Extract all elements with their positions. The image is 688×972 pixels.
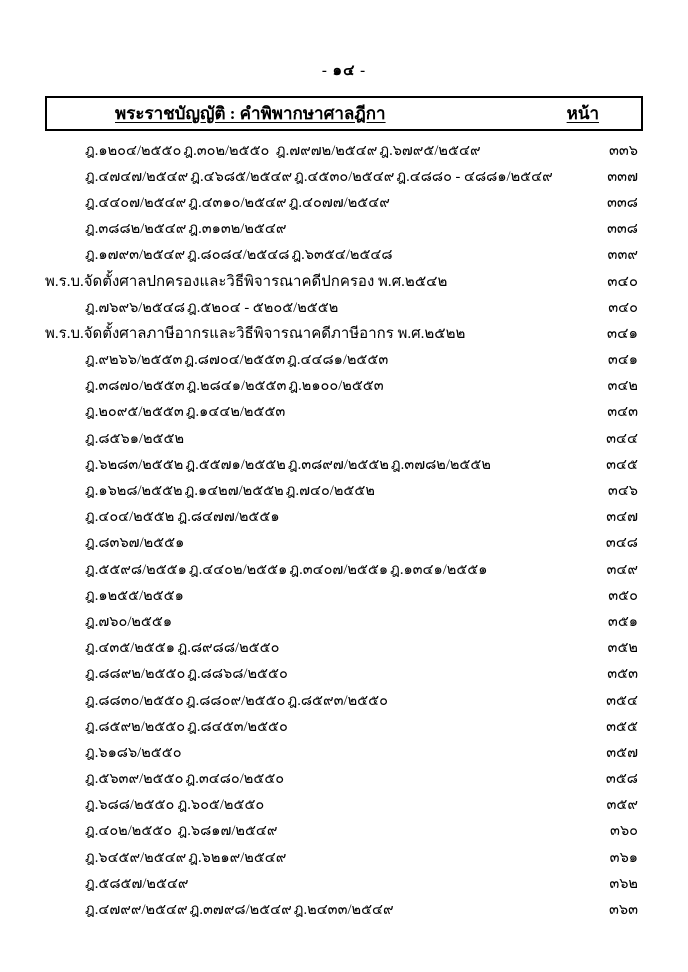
case-number: ฎ.๒๔๓๓/๒๕๔๙ — [293, 902, 394, 919]
case-number: ฎ.๑๒๕๕/๒๕๕๑ — [85, 587, 184, 604]
case-number: ฎ.๘๘๙๒/๒๕๕๐ — [85, 666, 186, 683]
page-number: ๓๕๑ — [607, 613, 638, 630]
page-number: ๓๕๗ — [606, 744, 638, 761]
table-row — [0, 661, 688, 687]
case-number: ฎ.๔๖๘๕/๒๕๔๙ — [190, 168, 293, 185]
table-row — [0, 425, 688, 451]
case-number: ฎ.๖๐๕/๒๕๕๐ — [177, 797, 265, 814]
case-number: ฎ.๕๕๙๘/๒๕๕๑ — [85, 561, 187, 578]
case-number: ฎ.๖๔๕๙/๒๕๔๙ — [85, 849, 187, 866]
table-row — [0, 844, 688, 870]
page-number: ๓๕๙ — [606, 797, 638, 814]
case-number: ฎ.๗๙๗๒/๒๕๔๙ — [275, 142, 378, 159]
case-number: ฎ.๔๔๐๒/๒๕๕๑ — [188, 561, 288, 578]
case-number: ฎ.๖๗๙๕/๒๕๔๙ — [379, 142, 481, 159]
case-number: ฎ.๔๐๔/๒๕๕๒ — [85, 509, 175, 526]
table-row — [0, 556, 688, 582]
case-number: ฎ.๕๘๕๗/๒๕๔๙ — [85, 875, 189, 892]
case-number: ฎ.๓๗๘๒/๒๕๕๒ — [390, 456, 491, 473]
case-number: ฎ.๓๗๙๘/๒๕๔๙ — [189, 902, 292, 919]
case-number: ฎ.๖๘๘/๒๕๕๐ — [85, 797, 175, 814]
table-row — [0, 163, 688, 189]
page-number: ๓๔๙ — [606, 561, 638, 578]
case-number: ฎ.๔๘๘๐ - ๔๘๘๑/๒๕๔๙ — [396, 168, 553, 185]
case-number: ฎ.๗๔๐/๒๕๕๒ — [285, 483, 375, 500]
table-row — [0, 242, 688, 268]
table-row — [0, 818, 688, 844]
table-row — [0, 870, 688, 896]
case-number: ฎ.๘๐๘๔/๒๕๔๘ — [187, 247, 290, 264]
page-number: ๓๓๖ — [608, 142, 638, 159]
page-number: ๓๔๗ — [606, 509, 638, 526]
table-row — [0, 792, 688, 818]
case-number: ฎ.๓๔๐๗/๒๕๕๑ — [289, 561, 389, 578]
case-number: ฎ.๒๐๙๕/๒๕๕๓ — [85, 404, 184, 421]
page-number: ๓๔๘ — [605, 535, 638, 552]
section-row — [0, 268, 688, 294]
table-header — [45, 96, 643, 131]
case-number: ฎ.๔๔๘๑/๒๕๕๓ — [287, 352, 389, 369]
table-row — [0, 373, 688, 399]
table-row — [0, 530, 688, 556]
page-number: ๓๓๘ — [606, 194, 638, 211]
case-number: ฎ.๘๕๖๑/๒๕๕๒ — [85, 430, 185, 447]
case-number: ฎ.๔๗๙๙/๒๕๔๙ — [85, 902, 188, 919]
case-number: ฎ.๓๔๘๐/๒๕๕๐ — [185, 771, 285, 788]
case-number: ฎ.๖๒๘๓/๒๕๕๒ — [85, 456, 184, 473]
page-number: ๓๔๕ — [606, 456, 638, 473]
case-number: ฎ.๖๓๕๔/๒๕๔๘ — [291, 247, 393, 264]
table-row — [0, 504, 688, 530]
case-number: ฎ.๗๖๐/๒๕๕๑ — [85, 613, 173, 630]
table-row — [0, 294, 688, 320]
page-number: ๓๖๐ — [610, 823, 638, 840]
case-number: ฎ.๙๒๖๖/๒๕๕๓ — [85, 352, 183, 369]
table-row — [0, 399, 688, 425]
case-number: ฎ.๖๒๑๙/๒๕๔๙ — [188, 849, 287, 866]
case-number: ฎ.๘๕๙๒/๒๕๕๐ — [85, 718, 186, 735]
case-number: ฎ.๘๕๙๓/๒๕๕๐ — [287, 692, 388, 709]
case-number: ฎ.๓๑๓๒/๒๕๔๙ — [188, 221, 287, 238]
case-number: ฎ.๖๑๘๖/๒๕๕๐ — [85, 744, 182, 761]
case-number: ฎ.๔๕๓๐/๒๕๔๙ — [294, 168, 395, 185]
case-number: ฎ.๓๐๒/๒๕๕๐ — [183, 142, 270, 159]
table-row — [0, 216, 688, 242]
top-page-number: - ๑๔ - — [321, 63, 367, 79]
case-number: ฎ.๘๘๖๘/๒๕๕๐ — [187, 666, 288, 683]
case-number: ฎ.๔๐๗๗/๒๕๔๙ — [288, 194, 390, 211]
page-number: ๓๕๕ — [606, 718, 638, 735]
table-row — [0, 347, 688, 373]
table-row — [0, 766, 688, 792]
table-row — [0, 477, 688, 503]
page-number: ๓๕๔ — [606, 692, 638, 709]
case-number: ฎ.๘๗๐๔/๒๕๕๓ — [184, 352, 286, 369]
index-rows — [0, 137, 688, 923]
section-title: พ.ร.บ.จัดตั้งศาลภาษีอากรและวิธีพิจารณาคดีภาษีอากร พ.ศ.๒๕๒๒ — [45, 326, 466, 343]
case-number: ฎ.๑๓๔๑/๒๕๕๑ — [390, 561, 488, 578]
case-number: ฎ.๓๘๙๗/๒๕๕๒ — [287, 456, 389, 473]
case-number: ฎ.๘๔๕๓/๒๕๕๐ — [187, 718, 288, 735]
case-number: ฎ.๘๘๓๐/๒๕๕๐ — [85, 692, 184, 709]
table-row — [0, 582, 688, 608]
case-number: ฎ.๔๔๐๗/๒๕๔๙ — [85, 194, 187, 211]
case-number: ฎ.๒๘๔๑/๒๕๕๓ — [186, 378, 287, 395]
page-number: ๓๔๓ — [607, 404, 638, 421]
page-number: ๓๔๔ — [606, 430, 638, 447]
table-row — [0, 608, 688, 634]
case-number: ฎ.๔๓๕/๒๕๕๑ — [85, 640, 175, 657]
page-number: ๓๕๓ — [607, 666, 638, 683]
case-number: ฎ.๔๗๔๗/๒๕๔๙ — [85, 168, 189, 185]
page-number: ๓๓๙ — [607, 247, 638, 264]
case-number: ฎ.๑๗๙๓/๒๕๔๙ — [85, 247, 186, 264]
table-header-title: พระราชบัญญัติ : คำพิพากษาศาลฎีกา — [115, 104, 386, 123]
case-number: ฎ.๘๙๘๘/๒๕๕๐ — [177, 640, 280, 657]
table-row — [0, 687, 688, 713]
case-number: ฎ.๑๔๔๒/๒๕๕๓ — [185, 404, 286, 421]
case-number: ฎ.๑๔๒๗/๒๕๕๒ — [184, 483, 284, 500]
case-number: ฎ.๓๘๘๒/๒๕๔๙ — [85, 221, 187, 238]
page-number: ๓๖๒ — [609, 875, 638, 892]
table-header-page-label: หน้า — [566, 104, 599, 123]
page-number: ๓๓๗ — [607, 168, 638, 185]
case-number: ฎ.๘๔๗๗/๒๕๕๑ — [177, 509, 280, 526]
page-number: ๓๕๐ — [608, 587, 638, 604]
page-number: ๓๔๐ — [607, 274, 638, 291]
case-number: ฎ.๕๖๓๙/๒๕๕๐ — [85, 771, 184, 788]
case-number: ฎ.๑๖๒๘/๒๕๕๒ — [85, 483, 183, 500]
case-number: ฎ.๗๖๙๖/๒๕๔๘ — [85, 299, 186, 316]
table-row — [0, 451, 688, 477]
case-number: ฎ.๘๓๖๗/๒๕๕๑ — [85, 535, 185, 552]
page-number: ๓๔๑ — [606, 326, 638, 343]
page-number: ๓๔๖ — [607, 483, 638, 500]
page-number: ๓๕๒ — [607, 640, 638, 657]
table-row — [0, 189, 688, 215]
case-number: ฎ.๓๘๗๐/๒๕๕๓ — [85, 378, 185, 395]
section-row — [0, 320, 688, 346]
page-number: ๓๓๘ — [606, 221, 638, 238]
page-number: ๓๔๑ — [607, 352, 638, 369]
page-number: ๓๖๑ — [609, 849, 638, 866]
case-number: ฎ.๔๓๑๐/๒๕๔๙ — [188, 194, 287, 211]
page-number: ๓๔๐ — [608, 299, 638, 316]
case-number: ฎ.๔๐๒/๒๕๕๐ — [85, 823, 173, 840]
case-number: ฎ.๒๑๐๐/๒๕๕๓ — [288, 378, 384, 395]
page-number: ๓๕๘ — [605, 771, 638, 788]
case-number: ฎ.๕๕๗๑/๒๕๕๒ — [185, 456, 286, 473]
table-row — [0, 739, 688, 765]
table-row — [0, 713, 688, 739]
table-row — [0, 635, 688, 661]
page-number: ๓๔๒ — [607, 378, 638, 395]
case-number: ฎ.๑๒๐๔/๒๕๕๐ — [85, 142, 182, 159]
page-number: ๓๖๓ — [608, 902, 638, 919]
case-number: ฎ.๖๘๑๗/๒๕๔๙ — [177, 823, 278, 840]
table-row — [0, 137, 688, 163]
table-row — [0, 896, 688, 922]
case-number: ฎ.๕๒๐๔ - ๕๒๐๕/๒๕๕๒ — [187, 299, 339, 316]
case-number: ฎ.๘๘๐๙/๒๕๕๐ — [185, 692, 286, 709]
section-title: พ.ร.บ.จัดตั้งศาลปกครองและวิธีพิจารณาคดีปกครอง พ.ศ.๒๕๔๒ — [45, 274, 448, 291]
